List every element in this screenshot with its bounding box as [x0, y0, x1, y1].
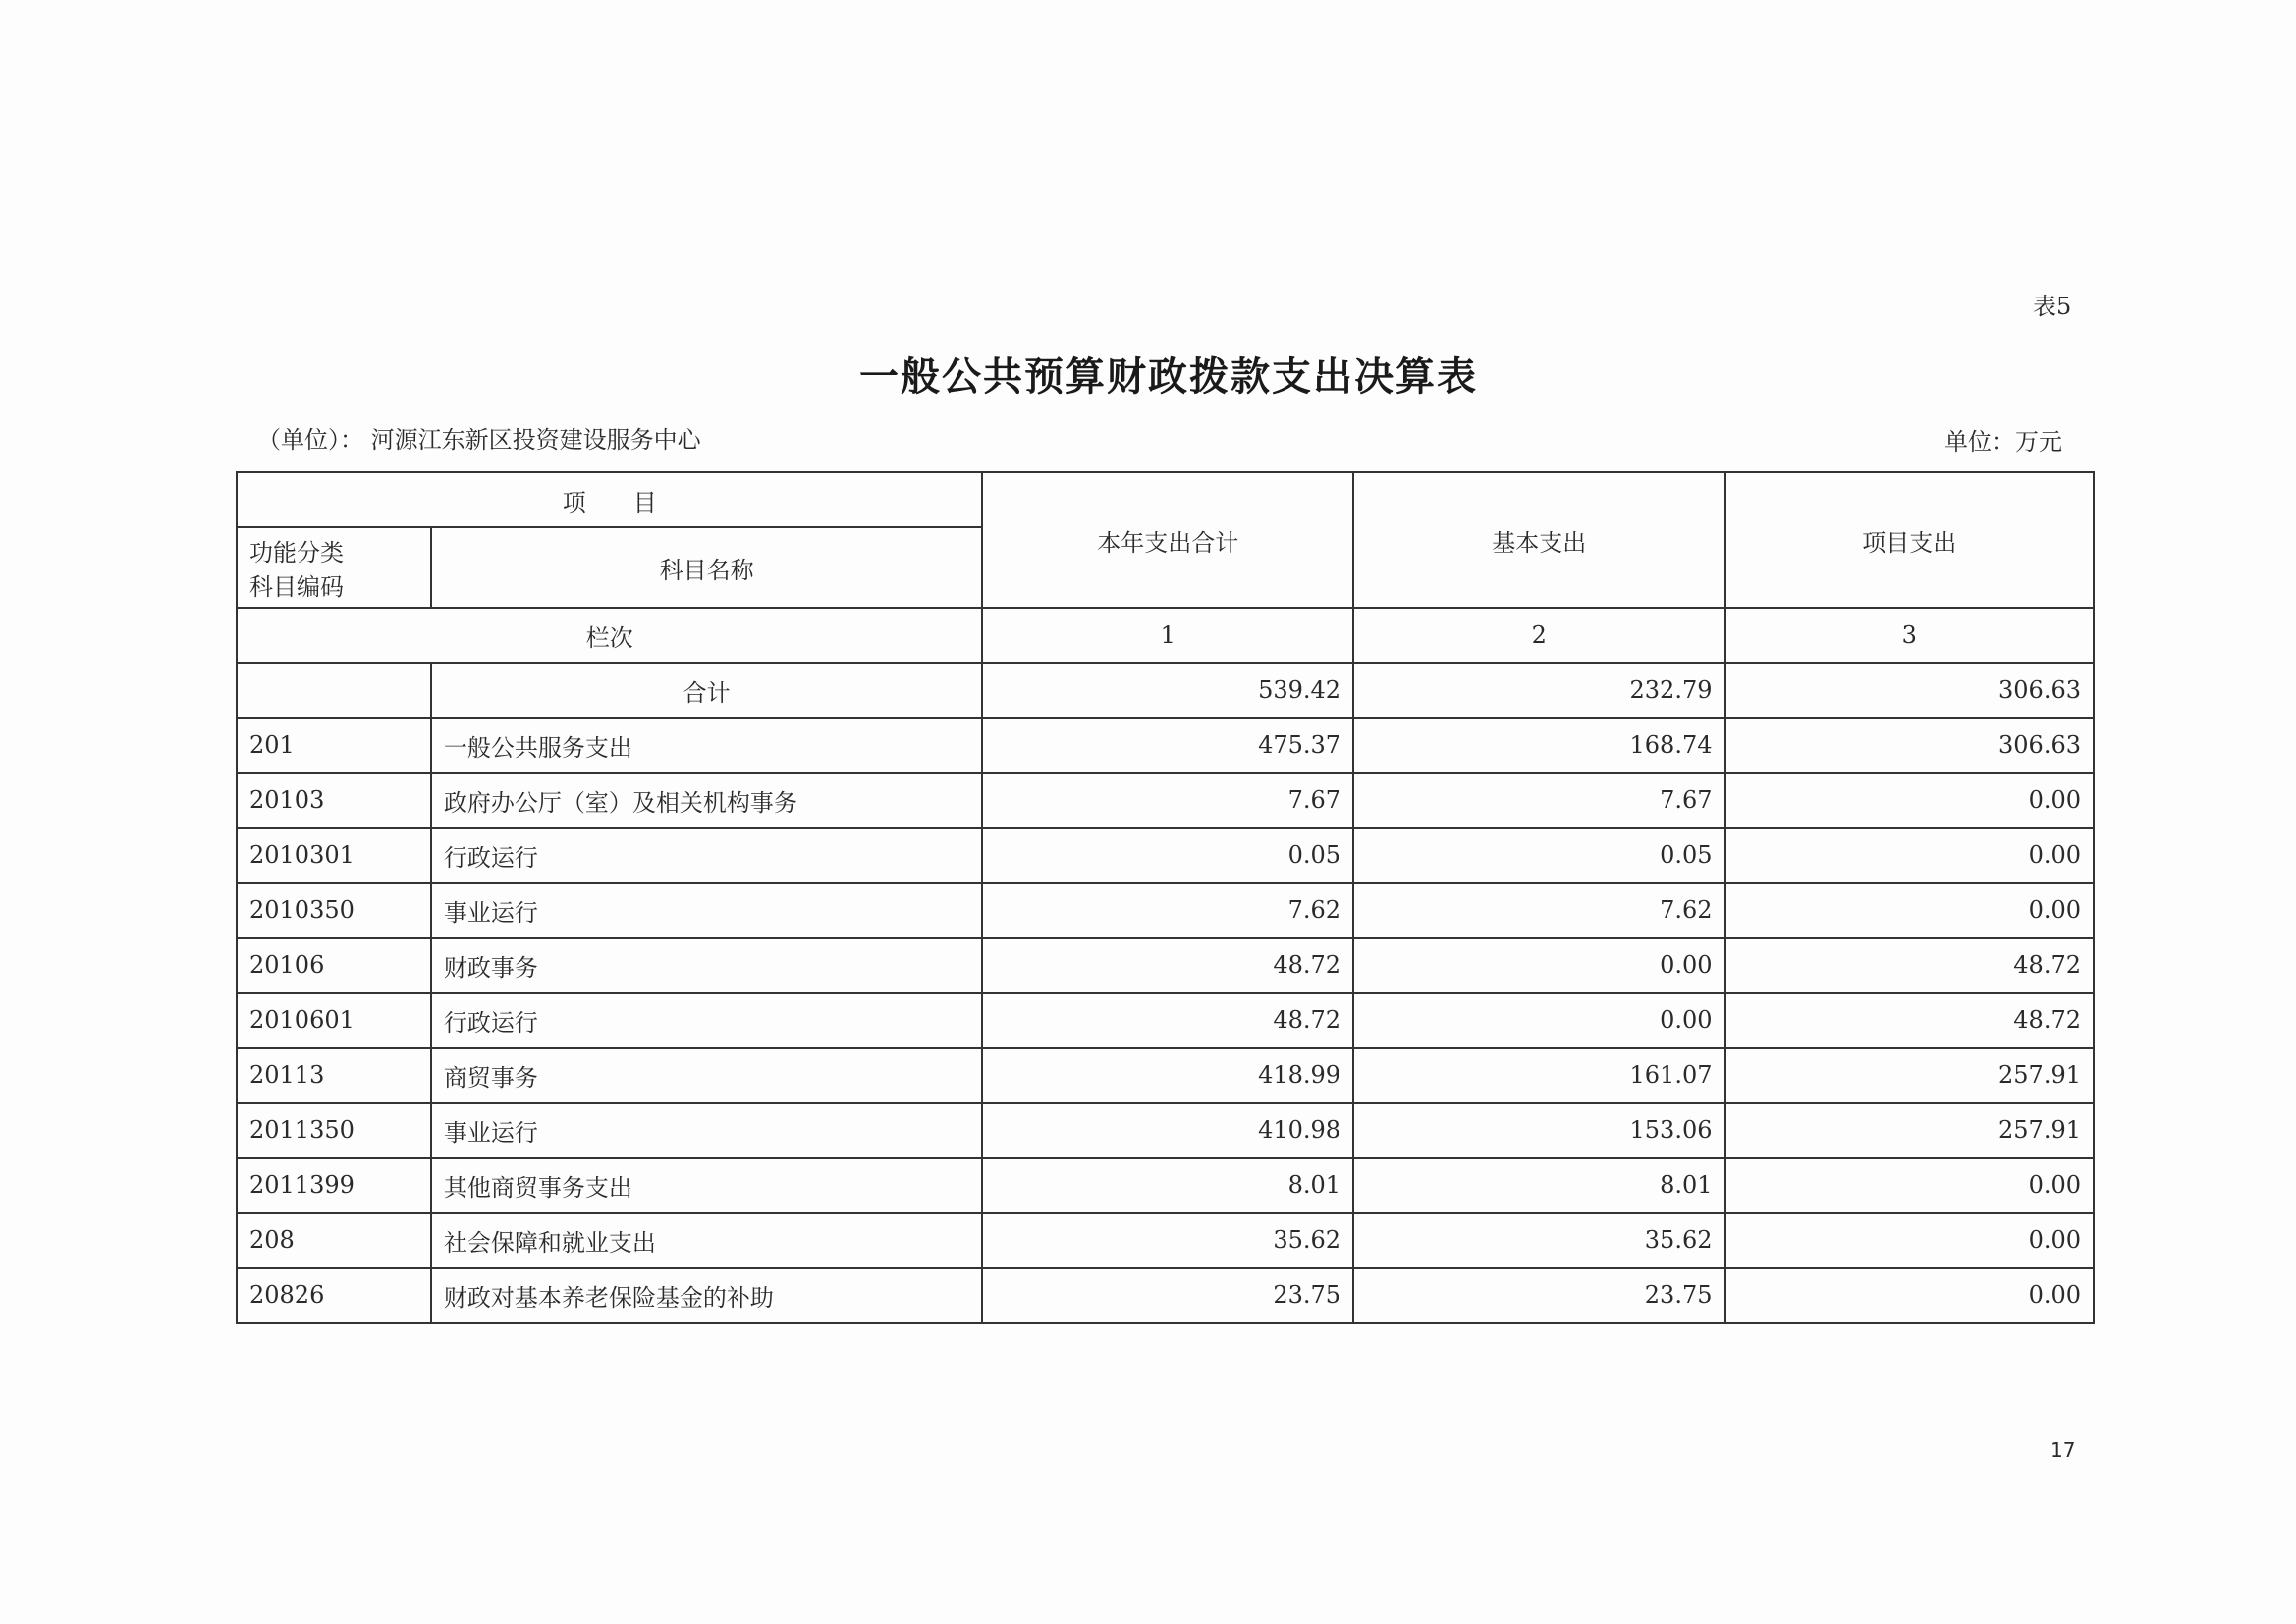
cell-project: 48.72	[1725, 938, 2095, 993]
cell-code: 20106	[237, 938, 431, 993]
cell-total: 35.62	[982, 1213, 1353, 1268]
document-title: 一般公共预算财政拨款支出决算表	[859, 353, 1478, 400]
col-index-2: 2	[1353, 608, 1724, 663]
header-code-line2: 科目编码	[249, 573, 344, 601]
cell-basic: 7.62	[1353, 883, 1724, 938]
cell-total: 410.98	[982, 1103, 1353, 1158]
header-basic: 基本支出	[1353, 472, 1724, 608]
cell-basic: 153.06	[1353, 1103, 1724, 1158]
cell-total: 8.01	[982, 1158, 1353, 1213]
table-row	[237, 828, 2094, 883]
cell-name: 事业运行	[431, 883, 983, 938]
col-index-label: 栏次	[237, 608, 982, 663]
page-number: 17	[2050, 1438, 2076, 1462]
total-total: 539.42	[982, 663, 1353, 718]
cell-name: 行政运行	[431, 993, 983, 1048]
cell-name: 政府办公厅（室）及相关机构事务	[431, 773, 983, 828]
table-row	[237, 1158, 2094, 1213]
header-code-line1: 功能分类	[249, 539, 344, 567]
cell-code: 20103	[237, 773, 431, 828]
cell-project: 0.00	[1725, 1268, 2095, 1323]
table-row	[237, 1103, 2094, 1158]
cell-total: 7.67	[982, 773, 1353, 828]
total-basic: 232.79	[1353, 663, 1724, 718]
reporting-unit: （单位）： 河源江东新区投资建设服务中心	[257, 426, 701, 454]
table-row	[237, 1268, 2094, 1323]
cell-project: 257.91	[1725, 1048, 2095, 1103]
cell-basic: 0.00	[1353, 993, 1724, 1048]
table-row	[237, 718, 2094, 773]
header-code	[237, 527, 431, 608]
cell-name: 事业运行	[431, 1103, 983, 1158]
table-number-label: 表5	[2033, 293, 2072, 320]
cell-name: 其他商贸事务支出	[431, 1158, 983, 1213]
cell-code: 208	[237, 1213, 431, 1268]
cell-name: 一般公共服务支出	[431, 718, 983, 773]
cell-code: 2011399	[237, 1158, 431, 1213]
cell-name: 行政运行	[431, 828, 983, 883]
cell-code: 20826	[237, 1268, 431, 1323]
table-row	[237, 773, 2094, 828]
cell-name: 财政事务	[431, 938, 983, 993]
cell-basic: 161.07	[1353, 1048, 1724, 1103]
cell-code: 201	[237, 718, 431, 773]
header-project: 项 目	[237, 472, 982, 527]
cell-code: 2010350	[237, 883, 431, 938]
cell-code: 2011350	[237, 1103, 431, 1158]
cell-project: 0.00	[1725, 828, 2095, 883]
cell-total: 418.99	[982, 1048, 1353, 1103]
cell-project: 306.63	[1725, 718, 2095, 773]
cell-total: 48.72	[982, 938, 1353, 993]
cell-project: 48.72	[1725, 993, 2095, 1048]
col-index-3: 3	[1725, 608, 2095, 663]
total-project: 306.63	[1725, 663, 2095, 718]
cell-project: 0.00	[1725, 773, 2095, 828]
cell-total: 0.05	[982, 828, 1353, 883]
header-project-expense: 项目支出	[1725, 472, 2095, 608]
cell-total: 475.37	[982, 718, 1353, 773]
header-name: 科目名称	[431, 527, 983, 608]
currency-unit: 单位：万元	[1944, 428, 2062, 456]
header-total: 本年支出合计	[982, 472, 1353, 608]
table-row	[237, 1213, 2094, 1268]
cell-project: 0.00	[1725, 1158, 2095, 1213]
table-row	[237, 883, 2094, 938]
cell-code: 2010601	[237, 993, 431, 1048]
cell-project: 0.00	[1725, 1213, 2095, 1268]
cell-code: 2010301	[237, 828, 431, 883]
cell-basic: 23.75	[1353, 1268, 1724, 1323]
table-row	[237, 938, 2094, 993]
col-index-1: 1	[982, 608, 1353, 663]
cell-name: 商贸事务	[431, 1048, 983, 1103]
cell-basic: 168.74	[1353, 718, 1724, 773]
cell-basic: 7.67	[1353, 773, 1724, 828]
cell-basic: 35.62	[1353, 1213, 1724, 1268]
cell-project: 0.00	[1725, 883, 2095, 938]
total-row	[237, 663, 2094, 718]
cell-basic: 0.00	[1353, 938, 1724, 993]
cell-name: 社会保障和就业支出	[431, 1213, 983, 1268]
cell-name: 财政对基本养老保险基金的补助	[431, 1268, 983, 1323]
cell-total: 48.72	[982, 993, 1353, 1048]
cell-total: 7.62	[982, 883, 1353, 938]
cell-code: 20113	[237, 1048, 431, 1103]
cell-basic: 8.01	[1353, 1158, 1724, 1213]
expenditure-table	[236, 471, 2095, 1324]
cell-basic: 0.05	[1353, 828, 1724, 883]
total-code	[237, 663, 431, 718]
total-label: 合计	[431, 663, 983, 718]
cell-project: 257.91	[1725, 1103, 2095, 1158]
table-row	[237, 993, 2094, 1048]
table-row	[237, 1048, 2094, 1103]
cell-total: 23.75	[982, 1268, 1353, 1323]
